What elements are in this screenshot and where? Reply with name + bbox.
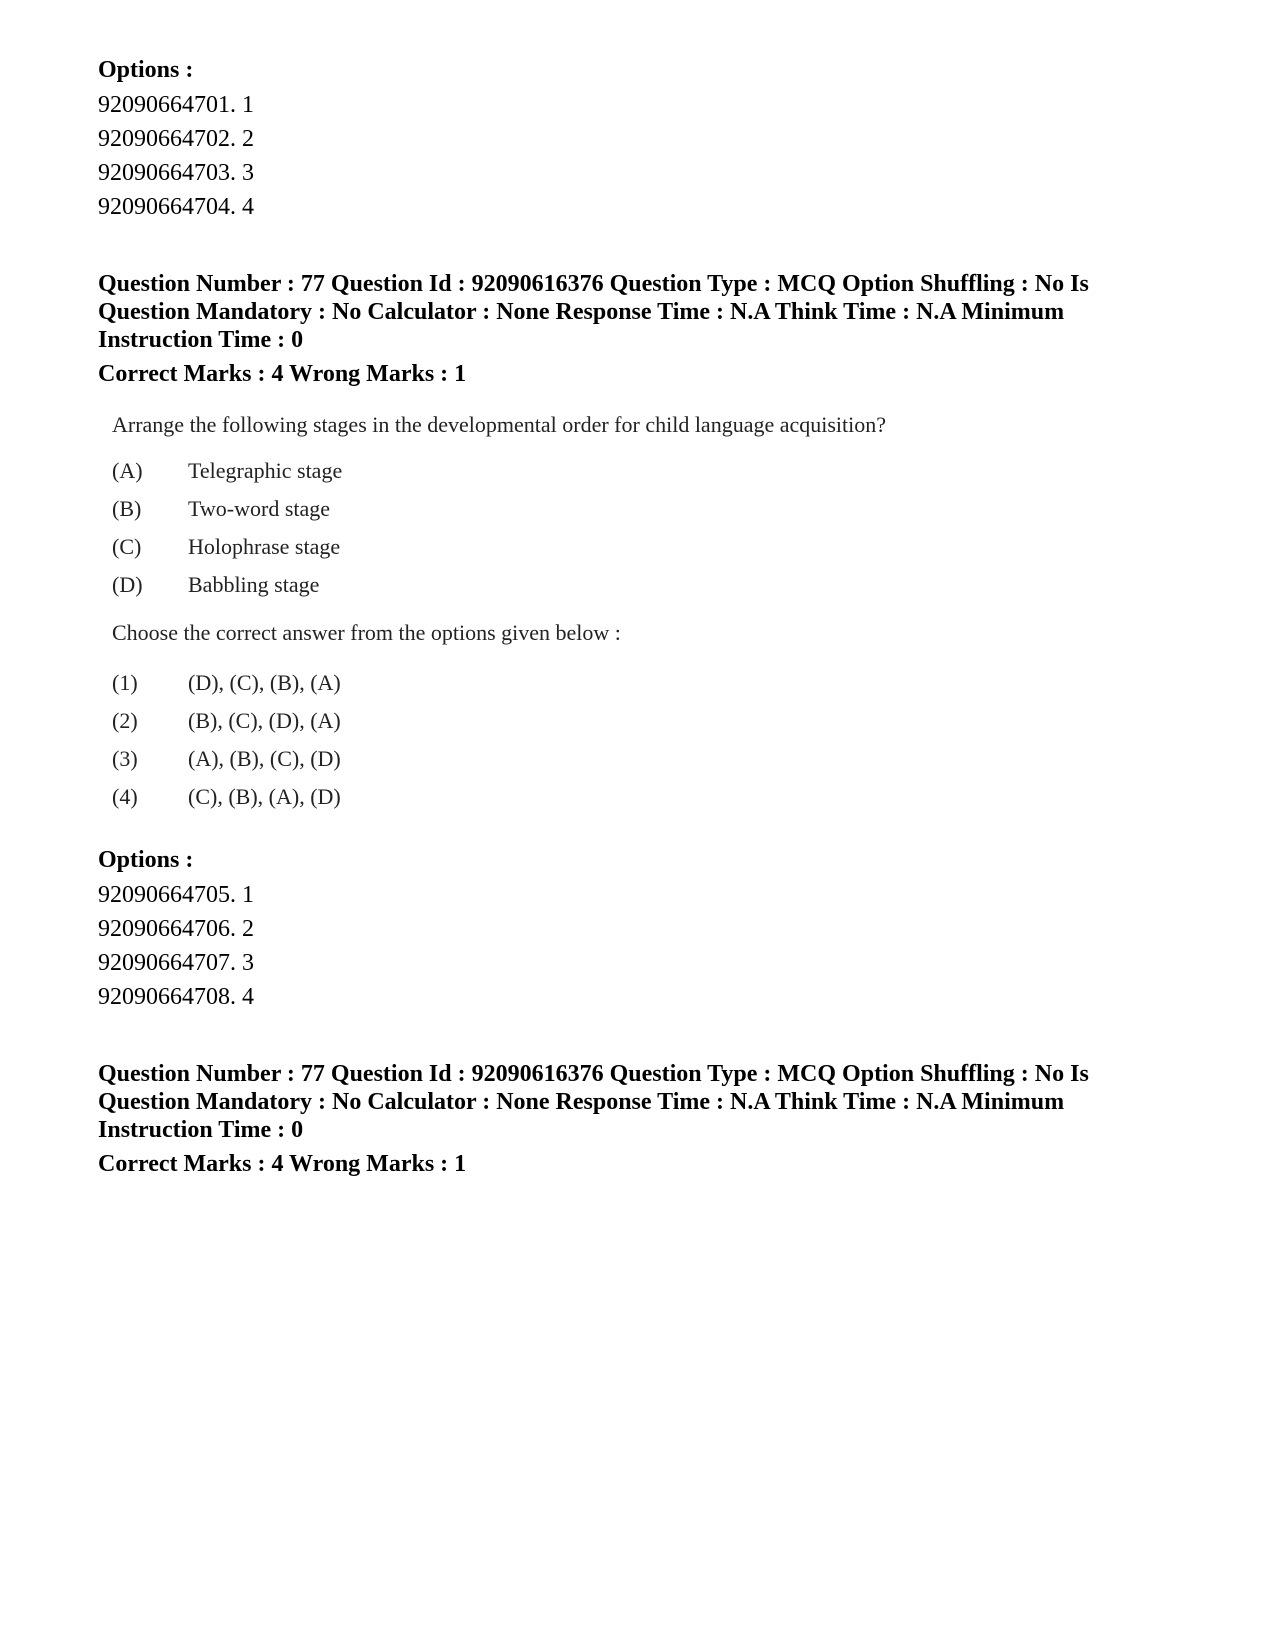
choice-item: [112, 664, 1178, 702]
choice-label: (3): [112, 746, 138, 771]
stage-item: [112, 452, 1178, 490]
stage-list: [112, 452, 1178, 604]
stage-item: [112, 490, 1178, 528]
options-heading: Options :: [98, 847, 194, 873]
option-item: 92090664705. 1: [98, 882, 254, 908]
question-body: [112, 410, 1178, 816]
options-list: [98, 878, 1178, 1014]
choice-label: (1): [112, 670, 138, 695]
question-marks: Correct Marks : 4 Wrong Marks : 1: [98, 1151, 467, 1177]
choice-label: (2): [112, 708, 138, 733]
stage-text: Babbling stage: [188, 572, 320, 597]
question-meta: Question Number : 77 Question Id : 92090616376 Question Type : MCQ Option Shuffling : No Is Question Mandatory : No Calculator : None Response Time : N.A Think Time : N.A Minimum Instruction Time : 0: [98, 271, 1089, 353]
stage-text: Two-word stage: [188, 496, 331, 521]
options-list: [98, 88, 1178, 224]
choice-text: (C), (B), (A), (D): [188, 784, 341, 809]
choice-text: (B), (C), (D), (A): [188, 708, 341, 733]
question-instruction: Choose the correct answer from the options given below :: [112, 620, 621, 645]
stage-item: [112, 566, 1178, 604]
option-item: 92090664707. 3: [98, 950, 254, 976]
stage-label: (C): [112, 534, 142, 559]
choice-text: (A), (B), (C), (D): [188, 746, 341, 771]
stage-text: Holophrase stage: [188, 534, 341, 559]
stage-label: (A): [112, 458, 143, 483]
choice-item: [112, 740, 1178, 778]
option-item: 92090664703. 3: [98, 160, 254, 186]
option-item: 92090664708. 4: [98, 984, 254, 1010]
option-item: 92090664701. 1: [98, 92, 254, 118]
stage-label: (B): [112, 496, 142, 521]
options-heading: Options :: [98, 57, 194, 83]
question-meta: Question Number : 77 Question Id : 92090616376 Question Type : MCQ Option Shuffling : No Is Question Mandatory : No Calculator : None Response Time : N.A Think Time : N.A Minimum Instruction Time : 0: [98, 1061, 1089, 1143]
choice-item: [112, 702, 1178, 740]
stage-item: [112, 528, 1178, 566]
choice-label: (4): [112, 784, 138, 809]
question-text: Arrange the following stages in the developmental order for child language acquisition?: [112, 412, 887, 437]
choice-list: [112, 664, 1178, 816]
option-item: 92090664706. 2: [98, 916, 254, 942]
document-page: [98, 56, 1178, 1178]
option-item: 92090664702. 2: [98, 126, 254, 152]
stage-label: (D): [112, 572, 143, 597]
stage-text: Telegraphic stage: [188, 458, 343, 483]
choice-text: (D), (C), (B), (A): [188, 670, 341, 695]
option-item: 92090664704. 4: [98, 194, 254, 220]
question-marks: Correct Marks : 4 Wrong Marks : 1: [98, 361, 467, 387]
choice-item: [112, 778, 1178, 816]
